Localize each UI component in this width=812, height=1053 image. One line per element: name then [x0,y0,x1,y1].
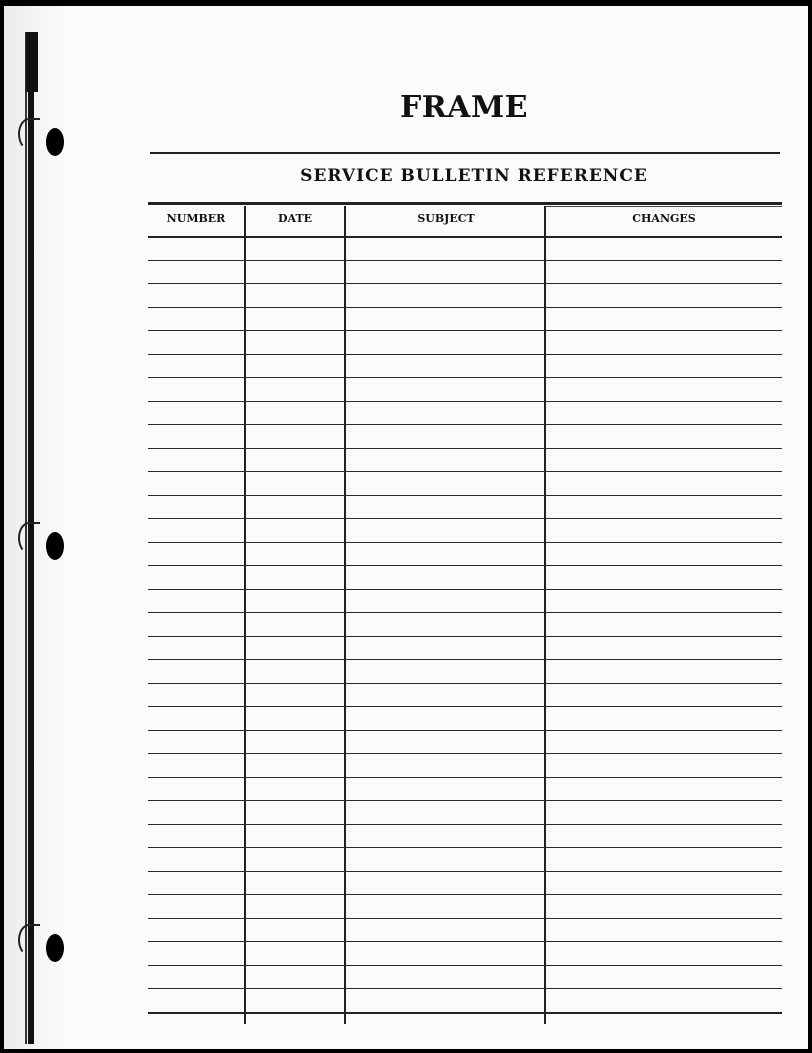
column-divider-1 [244,206,246,1024]
table-title: SERVICE BULLETIN REFERENCE [300,166,648,186]
column-header-changes: CHANGES [632,212,696,225]
table-row-line [148,636,782,637]
punch-hole-middle [46,532,64,560]
table-row-line [148,260,782,261]
table-row-line [148,659,782,660]
table-row-line [148,1012,782,1014]
table-row-line [148,307,782,308]
table-row-line [148,918,782,919]
table-row-line [148,471,782,472]
table-row-line [148,730,782,731]
table-top-border-secondary [544,206,782,207]
page-title: FRAME [399,90,529,125]
table-row-line [148,753,782,754]
punch-hole-ring-bottom [18,924,40,956]
punch-hole-bottom [46,934,64,962]
table-row-line [148,612,782,613]
table-row-line [148,847,782,848]
document-page [4,6,808,1049]
table-row-line [148,894,782,895]
punch-hole-ring-middle [18,522,40,554]
table-row-line [148,401,782,402]
column-divider-3 [544,206,546,1024]
table-row-line [148,683,782,684]
title-rule [150,152,780,154]
table-row-line [148,542,782,543]
table-row-line [148,941,782,942]
table-top-border [148,202,782,205]
table-row-line [148,777,782,778]
binder-clip [26,32,38,92]
table-row-line [148,988,782,989]
table-row-line [148,330,782,331]
column-header-number: NUMBER [166,212,226,225]
column-header-date: DATE [277,212,313,225]
table-row-line [148,965,782,966]
column-header-subject: SUBJECT [417,212,475,225]
table-row-line [148,283,782,284]
table-row-line [148,448,782,449]
table-row-line [148,706,782,707]
table-row-line [148,871,782,872]
table-row-line [148,589,782,590]
table-row-line [148,824,782,825]
table-row-line [148,424,782,425]
table-row-line [148,800,782,801]
punch-hole-top [46,128,64,156]
punch-hole-ring-top [18,118,40,150]
table-row-line [148,377,782,378]
table-row-line [148,518,782,519]
table-row-line [148,565,782,566]
header-separator [148,236,782,238]
table-row-line [148,495,782,496]
table-row-line [148,354,782,355]
column-divider-2 [344,206,346,1024]
